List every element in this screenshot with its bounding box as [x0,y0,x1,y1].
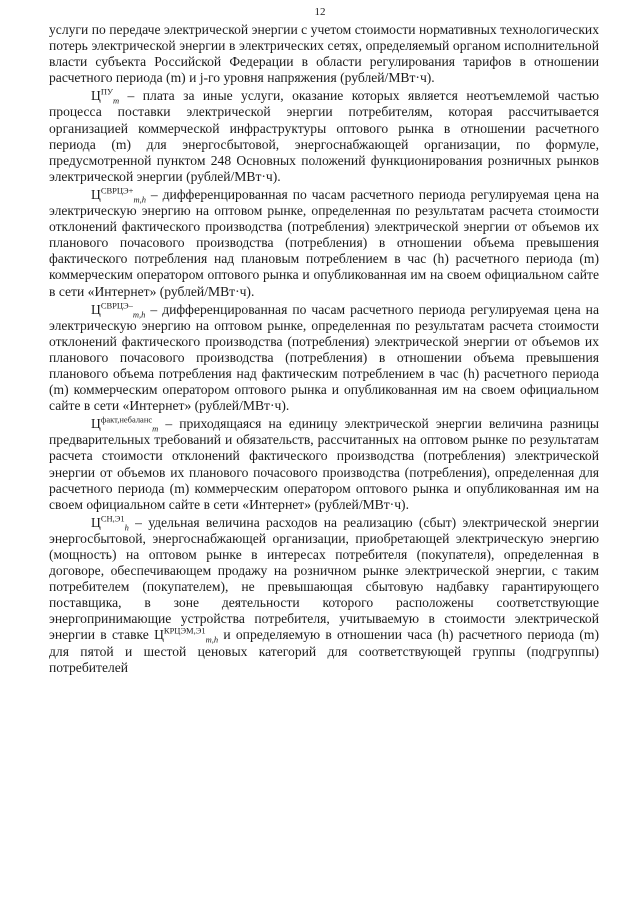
paragraph-continuation [49,22,599,86]
symbol-superscript: КРЦЭМ,Э1 [163,625,206,636]
paragraph-text: – дифференцированная по часам расчетного периода регулируемая цена на электрическую энергию на оптовом рынке, определенная по результатам расчета стоимости отклонений фактического производства (потребления) электрической энергии от объемов их планового почасового производства (потребления) в отношении объема превышения фактического потребления над плановым потреблением в час (h) расчетного периода (m) коммерческим оператором оптового рынка и опубликованная им на своем официальном сайте в сети «Интернет» (рублей/МВт·ч). [49,186,599,299]
symbol-superscript: СВРЦЭ– [100,300,133,311]
paragraph-text: – дифференцированная по часам расчетного периода регулируемая цена на электрическую энергию на оптовом рынке, определенная по результатам расчета стоимости отклонений фактического производства (потребления) электрической энергии от объемов их планового почасового производства (потребления) в отношении объема превышения планового объема потребления над фактическим потреблением в час (h) расчетного периода (m) коммерческим оператором оптового рынка и опубликованная им на своем официальном сайте в сети «Интернет» (рублей/МВт·ч). [49,301,599,414]
formula-symbol [91,86,120,107]
paragraph-definition [49,416,599,513]
paragraph-text: – плата за иные услуги, оказание которых является неотъемлемой частью процесса поставки электрической энергии потребителям, которая рассчитывается организацией коммерческой инфраструктуры оптового рынка в отношении расчетного периода (m) для энергосбытовой, энергоснабжающей организации, по формуле, предусмотренной пунктом 248 Основных положений функционирования розничных рынков электрической энергии (рублей/МВт·ч). [49,88,599,184]
symbol-superscript: СН,Э1 [100,513,125,524]
page-number: 12 [314,6,326,18]
formula-symbol [91,414,159,434]
symbol-subscript: h [124,522,129,533]
symbol-base: Ц [91,514,101,530]
symbol-subscript: m,h [133,194,146,205]
symbol-subscript: m [113,96,120,107]
paragraph-definition [49,88,599,185]
symbol-superscript: факт,небаланс [100,414,153,425]
formula-symbol [91,185,146,205]
paragraph-text-after: и определяемую в отношении часа (h) расчетного периода (m) для пятой и шестой ценовых категорий для соответствующей группы (подгруппы) потребителей [49,627,599,675]
symbol-subscript: m [152,423,159,434]
paragraph-definition [49,187,599,300]
symbol-superscript: СВРЦЭ+ [100,185,134,196]
paragraph-text: – приходящаяся на единицу электрической энергии величина разницы предварительных требований и обязательств, рассчитанных на оптовом рынке по результатам расчета стоимости отклонений фактического производства (потребления) электрической энергии от объемов их планового почасового производства (потребления), определенная для расчетного периода (m) коммерческим оператором оптового рынка и опубликованная им на своем официальном сайте в сети «Интернет» (рублей/МВт·ч). [49,416,599,512]
paragraph-text: – удельная величина расходов на реализацию (сбыт) электрической энергии энергосбытовой, энергоснабжающей организации, приобретающей электрическую энергию (мощность) на оптовом рынке в интересах потребителя (покупателя), определенная в договоре, обеспечивающем продажу на розничном рынке электрической энергии, с таким потребителем (покупателем), не превышающая сбытовую надбавку гарантирующего поставщика, в зоне деятельности которого расположены соответствующие энергопринимающие устройства потребителя, учитываемую в стоимости электрической энергии в ставке [49,514,599,643]
document-body [49,22,599,678]
paragraph-definition [49,515,599,676]
formula-symbol-inline [154,625,219,646]
paragraph-definition [49,302,599,415]
symbol-superscript: ПУ [100,86,113,97]
symbol-base: Ц [91,301,101,317]
paragraph-text: услуги по передаче электрической энергии с учетом стоимости нормативных технологических потерь электрической энергии в электрических сетях, определяемый органом исполнительной власти субъекта Российской Федерации в области регулирования тарифов в отношении расчетного периода (m) и j-го уровня напряжения (рублей/МВт·ч). [49,22,599,86]
formula-symbol [91,513,129,533]
symbol-subscript: m,h [132,309,146,320]
formula-symbol [91,300,146,320]
symbol-base: Ц [91,186,101,202]
symbol-subscript: m,h [205,635,219,646]
symbol-base: Ц [91,416,101,432]
symbol-base: Ц [91,88,101,104]
symbol-base: Ц [154,627,164,643]
